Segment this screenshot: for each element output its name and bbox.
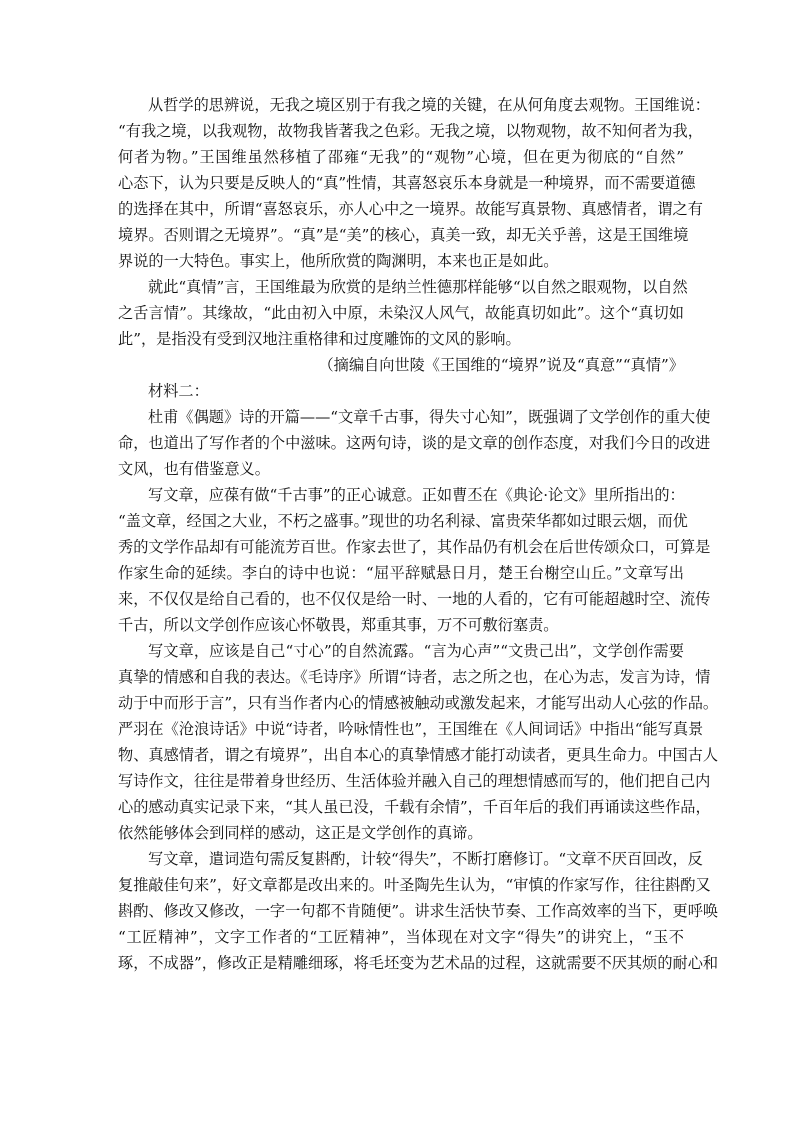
paragraph-line: 斟酌、修改又修改，一字一句都不肯随便”。讲求生活快节奏、工作高效率的当下，更呼唤 (118, 902, 719, 920)
paragraph-line: 界说的一大特色。事实上，他所欣赏的陶渊明，本来也正是如此。 (118, 252, 559, 270)
paragraph-line: 严羽在《沧浪诗话》中说“诗者，吟咏情性也”，王国维在《人间词话》中指出“能写真景 (118, 720, 704, 738)
paragraph-line: 心态下，认为只要是反映人的“真”性情，其喜怒哀乐本身就是一种境界，而不需要道德 (118, 174, 696, 192)
paragraph-line: 写文章，应该是自己“寸心”的自然流露。“言为心声”“文贵己出”，文学创作需要 (148, 642, 684, 660)
paragraph-line: 的选择在其中，所谓“喜怒哀乐，亦人心中之一境界。故能写真景物、真感情者，谓之有 (118, 200, 703, 218)
paragraph-line: 心的感动真实记录下来，“其人虽已没，千载有余情”，千百年后的我们再诵读这些作品， (118, 798, 711, 816)
document-page (118, 92, 719, 976)
paragraph-line: “工匠精神”，文字工作者的“工匠精神”，当体现在对文字“得失”的讲究上，“玉不 (118, 928, 684, 946)
paragraph-line: 杜甫《偶题》诗的开篇——“文章千古事，得失寸心知”，既强调了文学创作的重大使 (148, 408, 711, 426)
paragraph-line: 物、真感情者，谓之有境界”，出自本心的真挚情感才能打动读者，更具生命力。中国古人 (118, 746, 719, 764)
paragraph-line: 写诗作文，往往是带着身世经历、生活体验并融入自己的理想情感而写的，他们把自己内 (118, 772, 711, 790)
paragraph-line: 何者为物。”王国维虽然移植了邵雍“无我”的“观物”心境，但在更为彻底的“自然” (118, 148, 684, 166)
paragraph-line: 动于中而形于言”，只有当作者内心的情感被触动或激发起来，才能写出动人心弦的作品。 (118, 694, 719, 712)
source-citation: （摘编自向世陵《王国维的“境界”说及“真意”“真情”》 (318, 356, 684, 374)
paragraph-line: 千古，所以文学创作应该心怀敬畏，郑重其事，万不可敷衍塞责。 (118, 616, 559, 634)
paragraph-line: 写文章，遣词造句需反复斟酌，计较“得失”，不断打磨修订。“文章不厌百回改，反 (148, 850, 703, 868)
paragraph-line: 写文章，应葆有做“千古事”的正心诚意。正如曹丕在《典论·论文》里所指出的： (148, 486, 685, 504)
paragraph-line: 来，不仅仅是给自己看的，也不仅仅是给一时、一地的人看的，它有可能超越时空、流传 (118, 590, 711, 608)
section-heading: 材料二： (148, 382, 209, 400)
paragraph-line: 琢，不成器”，修改正是精雕细琢，将毛坯变为艺术品的过程，这就需要不厌其烦的耐心和 (118, 954, 719, 972)
paragraph-line: 作家生命的延续。李白的诗中也说：“屈平辞赋悬日月，楚王台榭空山丘。”文章写出 (118, 564, 684, 582)
paragraph-line: 命，也道出了写作者的个中滋味。这两句诗，谈的是文章的创作态度，对我们今日的改进 (118, 434, 711, 452)
paragraph-line: 从哲学的思辨说，无我之境区别于有我之境的关键，在从何角度去观物。王国维说： (148, 96, 710, 114)
paragraph-line: 境界。否则谓之无境界”。“真”是“美”的核心，真美一致，却无关乎善，这是王国维境 (118, 226, 689, 244)
paragraph-line: 此”，是指没有受到汉地注重格律和过度雕饰的文风的影响。 (118, 330, 521, 348)
paragraph-line: 真挚的情感和自我的表达。《毛诗序》所谓“诗者，志之所之也，在心为志，发言为诗，情 (118, 668, 711, 686)
paragraph-line: 依然能够体会到同样的感动，这正是文学创作的真谛。 (118, 824, 483, 842)
paragraph-line: 就此“真情”言，王国维最为欣赏的是纳兰性德那样能够“以自然之眼观物，以自然 (148, 278, 688, 296)
paragraph-line: 复推敲佳句来”，好文章都是改出来的。叶圣陶先生认为，“审慎的作家写作，往往斟酌又 (118, 876, 711, 894)
paragraph-line: “有我之境，以我观物，故物我皆著我之色彩。无我之境，以物观物，故不知何者为我， (118, 122, 703, 140)
paragraph-line: “盖文章，经国之大业，不朽之盛事。”现世的功名利禄、富贵荣华都如过眼云烟，而优 (118, 512, 688, 530)
paragraph-line: 文风，也有借鉴意义。 (118, 460, 270, 478)
paragraph-line: 之舌言情”。其缘故，“此由初入中原，未染汉人风气，故能真切如此”。这个“真切如 (118, 304, 684, 322)
paragraph-line: 秀的文学作品却有可能流芳百世。作家去世了，其作品仍有机会在后世传颂众口，可算是 (118, 538, 711, 556)
